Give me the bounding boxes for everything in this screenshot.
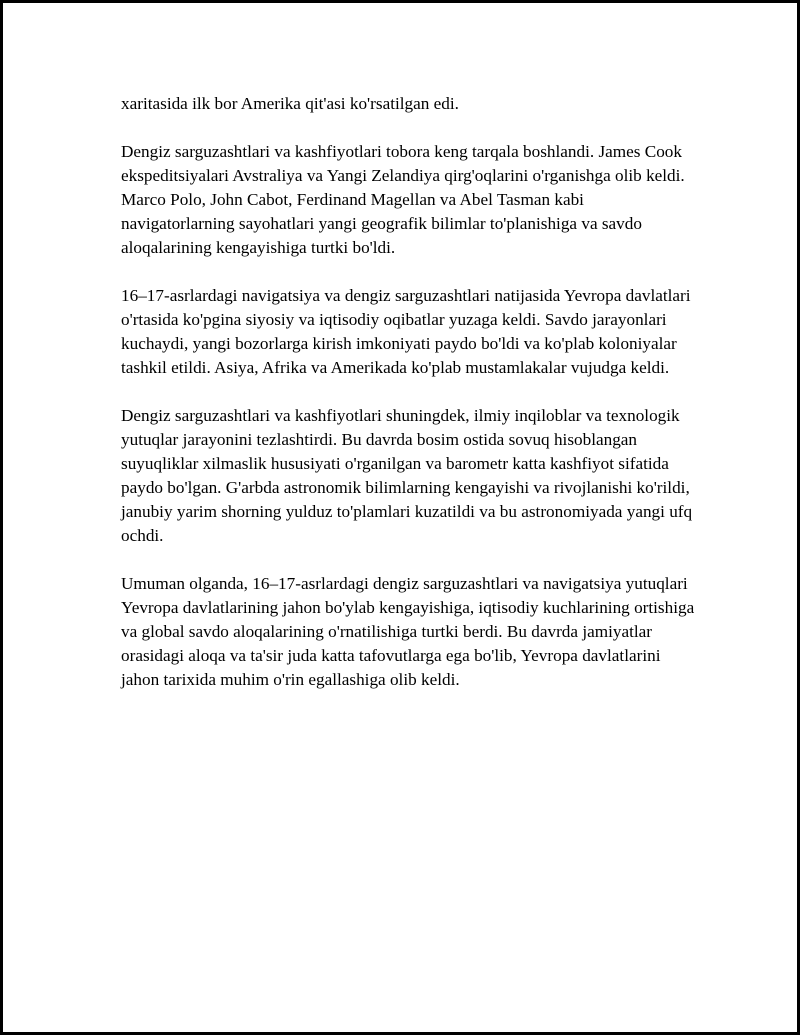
paragraph-3: 16–17-asrlardagi navigatsiya va dengiz sarguzashtlari natijasida Yevropa davlatlari o'rtasida ko'pgina siyosiy va iqtisodiy oqibatlar yuzaga keldi. Savdo jarayonlari kuchaydi, yangi bozorlarga kirish imkoniyati paydo bo'ldi va ko'plab koloniyalar tashkil etildi. Asiya, Afrika va Amerikada ko'plab mustamlakalar vujudga keldi. <box>121 286 691 377</box>
paragraph-2: Dengiz sarguzashtlari va kashfiyotlari tobora keng tarqala boshlandi. James Cook ekspeditsiyalari Avstraliya va Yangi Zelandiya qirg'oqlarini o'rganishga olib keldi. Marco Polo, John Cabot, Ferdinand Magellan va Abel Tasman kabi navigatorlarning sayohatlari yangi geografik bilimlar to'planishiga va savdo aloqalarining kengayishiga turtki bo'ldi. <box>121 142 685 257</box>
paragraph-1: xaritasida ilk bor Amerika qit'asi ko'rsatilgan edi. <box>121 94 459 113</box>
paragraph-4: Dengiz sarguzashtlari va kashfiyotlari shuningdek, ilmiy inqiloblar va texnologik yutuqlar jarayonini tezlashtirdi. Bu davrda bosim ostida sovuq hisoblangan suyuqliklar xilmaslik hususiyati o'rganilgan va barometr katta kashfiyot sifatida paydo bo'lgan. G'arbda astronomik bilimlarning kengayishi va rivojlanishi ko'rildi, janubiy yarim shorning yulduz to'plamlari kuzatildi va bu astronomiyada yangi ufq ochdi. <box>121 406 693 545</box>
paragraph-5: Umuman olganda, 16–17-asrlardagi dengiz sarguzashtlari va navigatsiya yutuqlari Yevropa davlatlarining jahon bo'ylab kengayishiga, iqtisodiy kuchlarining ortishiga va global savdo aloqalarining o'rnatilishiga turtki berdi. Bu davrda jamiyatlar orasidagi aloqa va ta'sir juda katta tafovutlarga ega bo'lib, Yevropa davlatlarini jahon tarixida muhim o'rin egallashiga olib keldi. <box>121 574 695 689</box>
document-body <box>121 92 701 716</box>
